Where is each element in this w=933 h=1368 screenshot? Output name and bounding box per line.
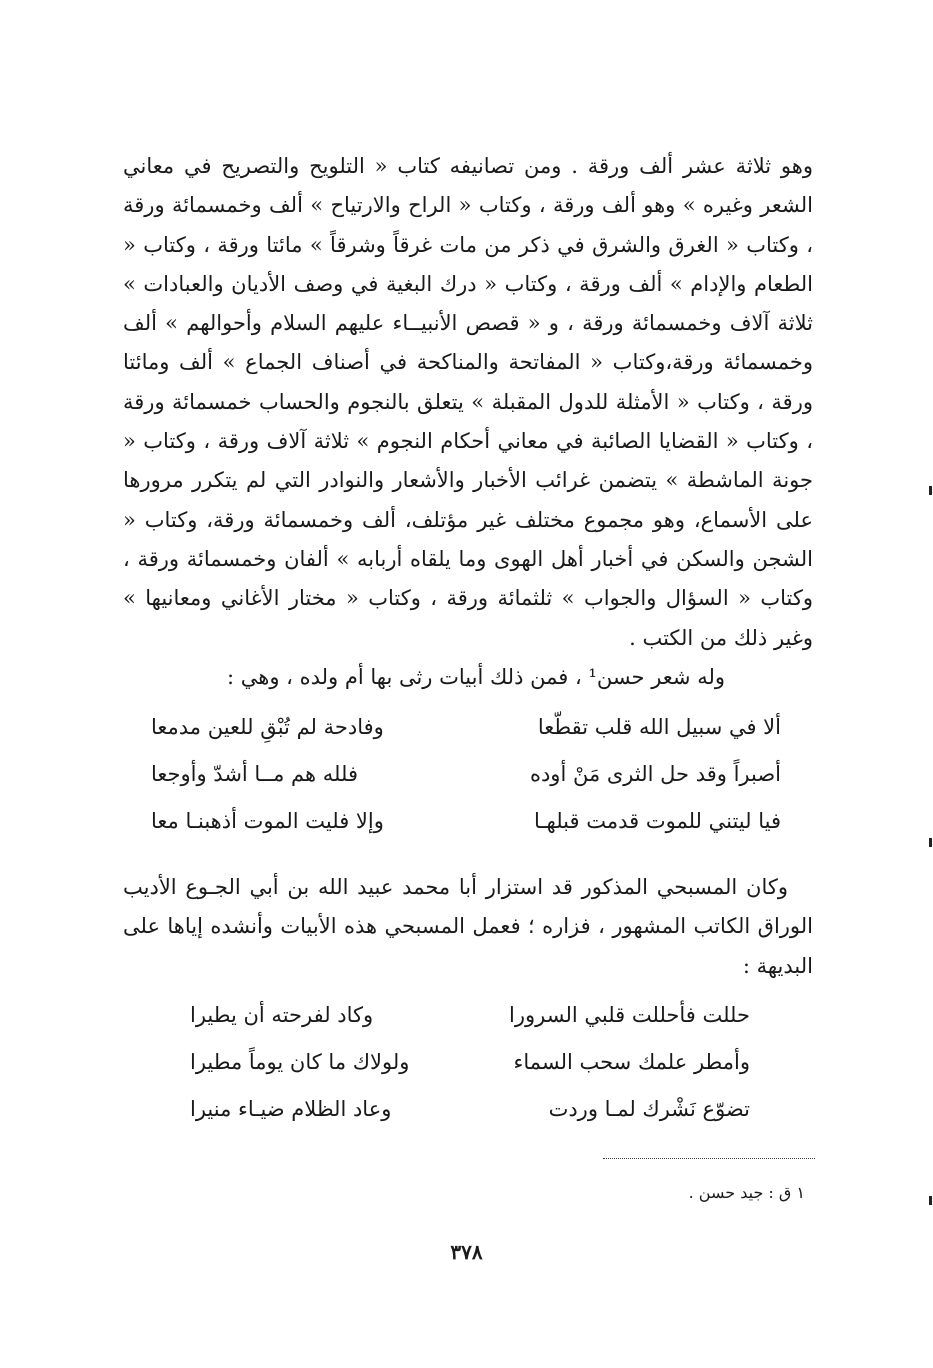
first-hemistich: أصبراً وقد حل الثرى مَنْ أوده — [529, 762, 781, 786]
main-text-block — [123, 147, 813, 697]
page-number: ٣٧٨ — [450, 1240, 483, 1264]
first-hemistich: فيا ليتني للموت قدمت قبلهـا — [534, 809, 781, 833]
poem-1-intro: وله شعر حسن¹ ، فمن ذلك أبيات رثى بها أم ولده ، وهي : — [227, 664, 725, 689]
poem-verse — [151, 809, 781, 856]
first-hemistich: ألا في سبيل الله قلب تقطّعا — [537, 715, 781, 739]
paragraph-visit: وكان المسبحي المذكور قد استزار أبا محمد عبيد الله بن أبي الجـوع الأديب الوراق الكاتب المشهور ، فزاره ؛ فعمل المسبحي هذه الأبيات وأنشده إياها على البديهة : — [123, 875, 813, 978]
welcome-poem — [190, 1003, 750, 1144]
second-hemistich: وإلا فليت الموت أذهبنـا معا — [151, 809, 384, 833]
second-hemistich: وعاد الظلام ضيـاء منيرا — [190, 1097, 392, 1121]
poem-verse — [190, 1097, 750, 1144]
scan-margin-mark — [929, 1196, 932, 1205]
first-hemistich: وأمطر علمك سحب السماء — [513, 1050, 750, 1074]
poem-verse — [190, 1003, 750, 1050]
scan-margin-mark — [929, 838, 932, 847]
paragraph-book-list: وهو ثلاثة عشر ألف ورقة . ومن تصانيفه كتاب « التلويح والتصريح في معاني الشعر وغيره » وهو ألف ورقة ، وكتاب « الراح والارتياح » ألف وخمسمائة ورقة ، وكتاب « الغرق والشرق في ذكر من مات غرقاً وشرقاً » مائتا ورقة ، وكتاب « الطعام والإدام » ألف ورقة ، وكتاب « درك البغية في وصف الأديان والعبادات » ثلاثة آلاف وخمسمائة ورقة ، و « قصص الأنبيــاء عليهم السلام وأحوالهم » ألف وخمسمائة ورقة،وكتاب « المفاتحة والمناكحة في أصناف الجماع » ألف ومائتا ورقة ، وكتاب « الأمثلة للدول المقبلة » يتعلق بالنجوم والحساب خمسمائة ورقة ، وكتاب « القضايا الصائبة في معاني أحكام النجوم » ثلاثة آلاف ورقة ، وكتاب « جونة الماشطة » يتضمن غرائب الأخبار والأشعار والنوادر التي لم يتكرر مرورها على الأسماع، وهو مجموع مختلف غير مؤتلف، ألف وخمسمائة ورقة، وكتاب « الشجن والسكن في أخبار أهل الهوى وما يلقاه أربابه » ألفان وخمسمائة ورقة ، وكتاب « السؤال والجواب » ثلثمائة ورقة ، وكتاب « مختار الأغاني ومعانيها » وغير ذلك من الكتب . — [123, 154, 813, 650]
second-text-block — [123, 868, 813, 986]
second-hemistich: وكاد لفرحته أن يطيرا — [190, 1003, 374, 1027]
scan-margin-mark — [929, 486, 932, 495]
poem-verse — [190, 1050, 750, 1097]
footnote: ١ ق : جيد حسن . — [688, 1183, 805, 1202]
second-hemistich: ولولاك ما كان يوماً مطيرا — [190, 1050, 410, 1074]
first-hemistich: تضوّع نَشْرك لمـا وردت — [548, 1097, 750, 1121]
poem-verse — [151, 715, 781, 762]
second-hemistich: فلله هم مــا أشدّ وأوجعا — [151, 762, 358, 786]
elegy-poem — [151, 715, 781, 856]
poem-verse — [151, 762, 781, 809]
footnote-divider — [603, 1158, 815, 1159]
second-hemistich: وفادحة لم تُبْقِ للعين مدمعا — [151, 715, 384, 739]
first-hemistich: حللت فأحللت قلبي السرورا — [509, 1003, 750, 1027]
